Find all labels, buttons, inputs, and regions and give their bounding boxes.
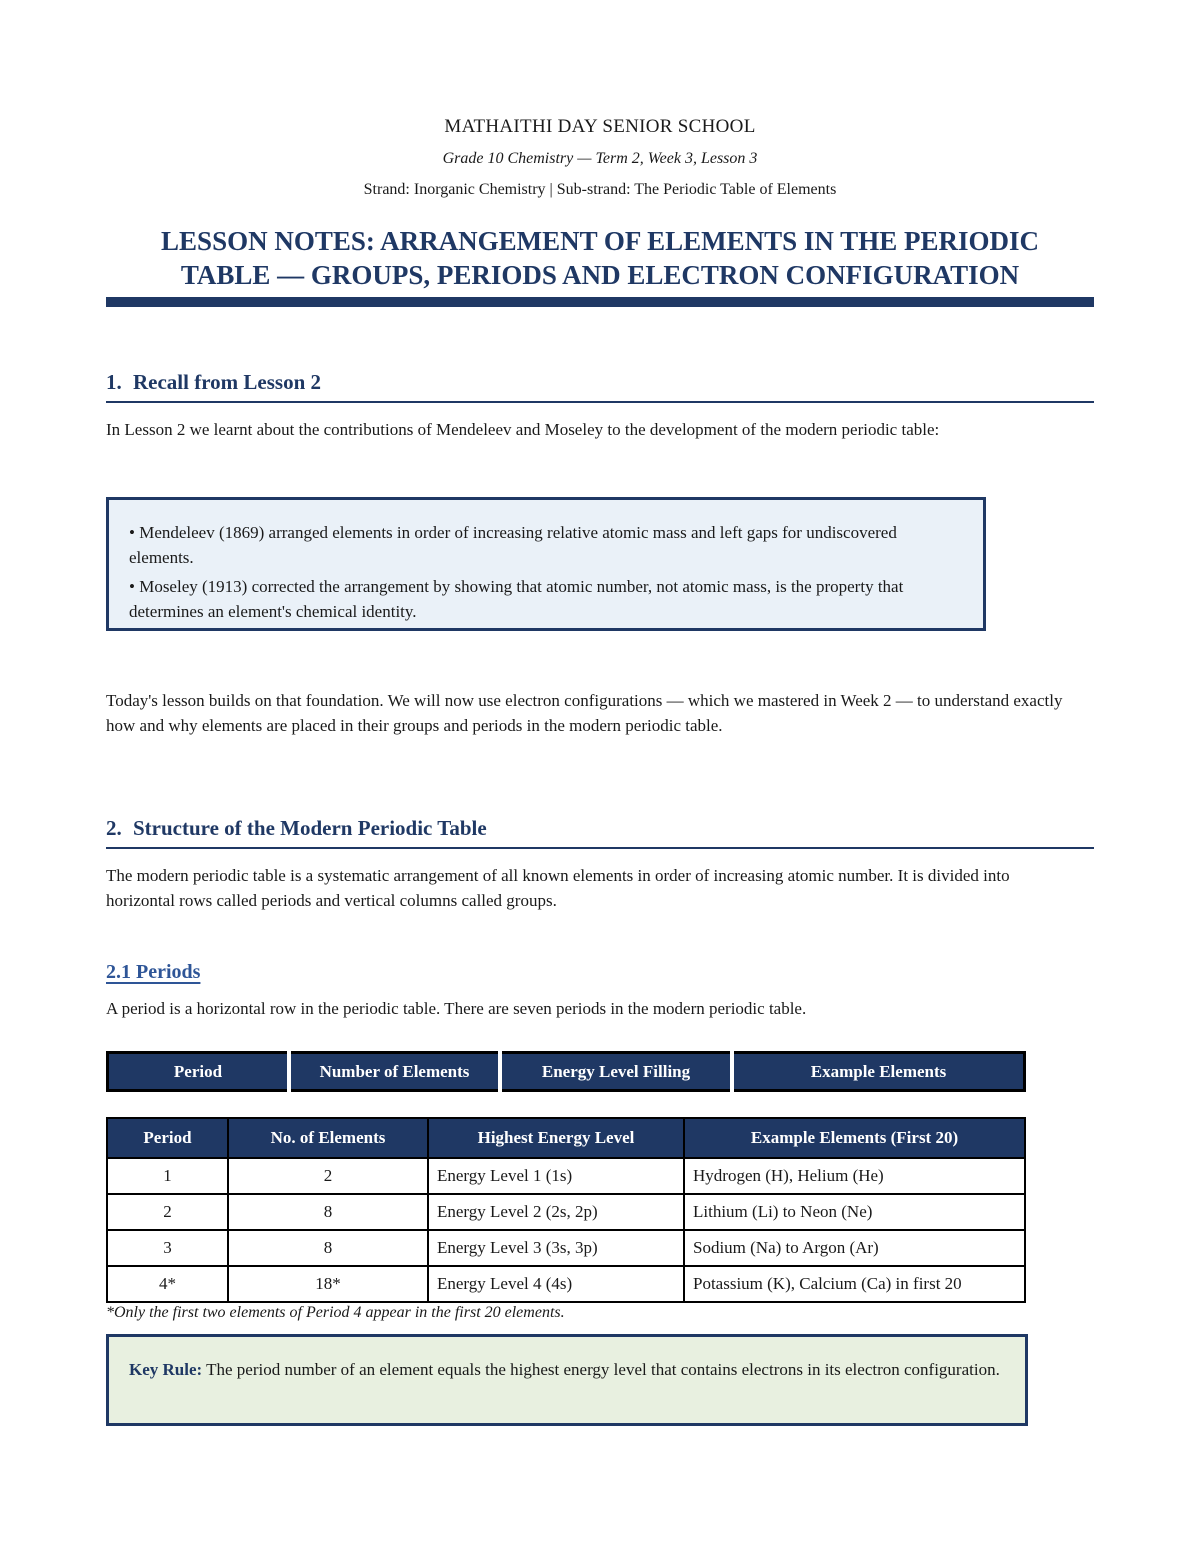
section-1-number: 1. bbox=[106, 370, 122, 394]
table-cell: 4* bbox=[107, 1266, 228, 1302]
recall-bullet-mendeleev: • Mendeleev (1869) arranged elements in order of increasing relative atomic mass and left gaps for undiscovered elements. bbox=[129, 523, 897, 567]
key-rule-box bbox=[106, 1334, 1028, 1426]
subsection-periods-heading: 2.1 Periods bbox=[106, 961, 201, 983]
table-cell: 8 bbox=[228, 1194, 428, 1230]
table-cell: Energy Level 2 (2s, 2p) bbox=[428, 1194, 684, 1230]
table-row bbox=[107, 1194, 1025, 1230]
table-footnote: *Only the first two elements of Period 4 appear in the first 20 elements. bbox=[106, 1304, 565, 1321]
column-header: Highest Energy Level bbox=[428, 1118, 684, 1158]
strand-line: Strand: Inorganic Chemistry | Sub-strand: The Periodic Table of Elements bbox=[363, 181, 837, 198]
key-rule-text: The period number of an element equals the highest energy level that contains electrons in its electron configuration. bbox=[202, 1360, 1000, 1379]
section-1-title: Recall from Lesson 2 bbox=[133, 370, 322, 394]
table-cell: 2 bbox=[228, 1158, 428, 1194]
title-rule bbox=[106, 297, 1094, 307]
header-cell-energy-level-filling: Energy Level Filling bbox=[500, 1053, 732, 1091]
page-title bbox=[106, 224, 1094, 292]
table-cell: Energy Level 1 (1s) bbox=[428, 1158, 684, 1194]
column-header: Period bbox=[107, 1118, 228, 1158]
section-2-title: Structure of the Modern Periodic Table bbox=[133, 816, 487, 840]
table-row bbox=[107, 1266, 1025, 1302]
table-header-row bbox=[107, 1118, 1025, 1158]
section-2-heading bbox=[106, 816, 1094, 849]
school-name: MATHAITHI DAY SENIOR SCHOOL bbox=[444, 116, 756, 137]
title-line-2: TABLE — GROUPS, PERIODS AND ELECTRON CONFIGURATION bbox=[180, 260, 1020, 290]
table-cell: Hydrogen (H), Helium (He) bbox=[684, 1158, 1025, 1194]
table-cell: 8 bbox=[228, 1230, 428, 1266]
column-header: No. of Elements bbox=[228, 1118, 428, 1158]
recall-box bbox=[106, 497, 986, 631]
recall-bullet-moseley: • Moseley (1913) corrected the arrangement by showing that atomic number, not atomic mass, is the property that determines an element's chemical identity. bbox=[129, 577, 904, 621]
section-2-intro: The modern periodic table is a systematic arrangement of all known elements in order of increasing atomic number. It is divided into horizontal rows called periods and vertical columns called groups. bbox=[106, 866, 1010, 910]
section-1-heading bbox=[106, 370, 1094, 403]
header-cell-example-elements: Example Elements bbox=[732, 1053, 1025, 1091]
table-cell: Potassium (K), Calcium (Ca) in first 20 bbox=[684, 1266, 1025, 1302]
header-cell-period: Period bbox=[108, 1053, 290, 1091]
lesson-subline: Grade 10 Chemistry — Term 2, Week 3, Lesson 3 bbox=[442, 150, 758, 167]
table-cell: Sodium (Na) to Argon (Ar) bbox=[684, 1230, 1025, 1266]
period-header-table bbox=[106, 1051, 1026, 1092]
subsection-periods-intro: A period is a horizontal row in the periodic table. There are seven periods in the modern periodic table. bbox=[106, 999, 807, 1018]
table-cell: Energy Level 4 (4s) bbox=[428, 1266, 684, 1302]
periods-table bbox=[106, 1117, 1026, 1303]
table-cell: 18* bbox=[228, 1266, 428, 1302]
section-2-number: 2. bbox=[106, 816, 122, 840]
section-1-outro: Today's lesson builds on that foundation. We will now use electron configurations — which we mastered in Week 2 — to understand exactly how and why elements are placed in their groups and periods in the modern periodic table. bbox=[106, 691, 1063, 735]
table-cell: 3 bbox=[107, 1230, 228, 1266]
table-cell: 1 bbox=[107, 1158, 228, 1194]
title-line-1: LESSON NOTES: ARRANGEMENT OF ELEMENTS IN THE PERIODIC bbox=[161, 226, 1039, 256]
column-header: Example Elements (First 20) bbox=[684, 1118, 1025, 1158]
section-1-intro: In Lesson 2 we learnt about the contributions of Mendeleev and Moseley to the development of the modern periodic table: bbox=[106, 420, 940, 439]
table-cell: 2 bbox=[107, 1194, 228, 1230]
key-rule-label: Key Rule: bbox=[129, 1360, 203, 1379]
table-cell: Lithium (Li) to Neon (Ne) bbox=[684, 1194, 1025, 1230]
table-row bbox=[107, 1230, 1025, 1266]
table-cell: Energy Level 3 (3s, 3p) bbox=[428, 1230, 684, 1266]
table-row bbox=[107, 1158, 1025, 1194]
header-cell-number-of-elements: Number of Elements bbox=[289, 1053, 500, 1091]
